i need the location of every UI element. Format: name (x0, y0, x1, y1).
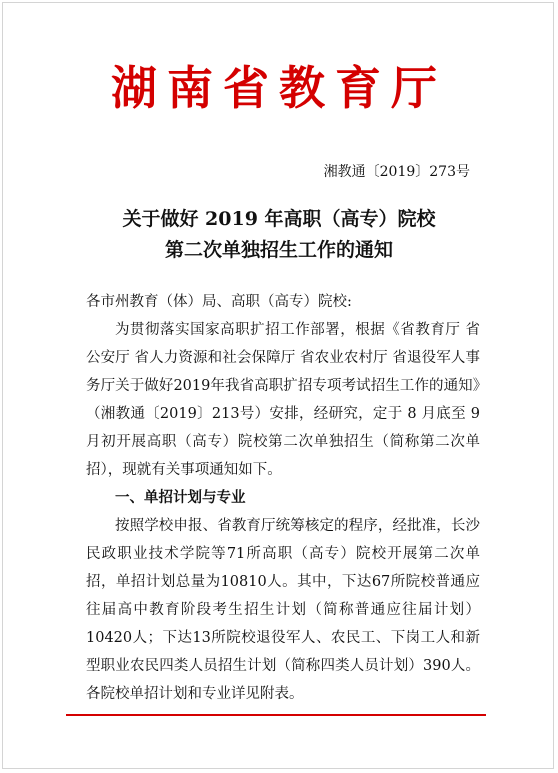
footer-red-rule (66, 714, 486, 716)
org-header-title: 湖南省教育厅 (111, 61, 447, 115)
document-number: 湘教通〔2019〕273号 (323, 164, 470, 180)
intro-paragraph-text: 为贯彻落实国家高职扩招工作部署，根据《省教育厅 省公安厅 省人力资源和社会保障厅 省农业农村厅 省退役军人事务厅关于做好2019年我省高职扩招专项考试招生工作的通知》（湘教通〔2019〕213号）安排，经研究，定于 8 月底至 9 月初开展高职（高专）院校第二次单独招生（简称第二次单招），现就有关事项通知如下。 (86, 322, 480, 478)
salutation-text: 各市州教育（体）局、高职（高专）院校: (86, 294, 352, 310)
document-title-line-1: 关于做好 2019 年高职（高专）院校 (122, 208, 436, 230)
salutation (86, 288, 480, 316)
document-title-line-2: 第二次单独招生工作的通知 (164, 239, 393, 261)
intro-paragraph (86, 316, 480, 484)
section-heading-text: 一、单招计划与专业 (115, 489, 246, 506)
section-paragraph (86, 512, 480, 708)
section-heading (86, 484, 480, 512)
section-paragraph-text: 按照学校申报、省教育厅统筹核定的程序，经批准，长沙民政职业技术学院等71所高职（高专）院校开展第二次单招，单招计划总量为10810人。其中，下达67所院校普通应往届高中教育阶段考生招生计划（简称普通应往届计划）10420人；下达13所院校退役军人、农民工、下岗工人和新型职业农民四类人员招生计划（简称四类人员计划）390人。各院校单招计划和专业详见附表。 (86, 518, 480, 702)
